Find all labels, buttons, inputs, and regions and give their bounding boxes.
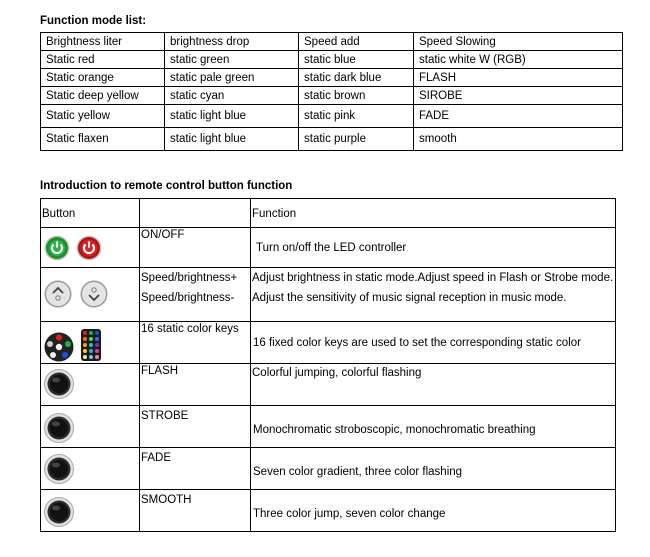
button-image-cell [41,406,140,448]
table-row [41,105,623,128]
round-black-button-icon [44,413,74,443]
table-cell: Static deep yellow [41,87,165,105]
button-function: Turn on/off the LED controller [251,228,616,268]
green-power-button-icon [44,235,70,261]
table-cell: static purple [299,128,414,151]
table-cell: Speed Slowing [414,33,623,51]
table-cell: smooth [414,128,623,151]
table-cell: static light blue [165,105,299,128]
table-row [41,364,616,406]
table-cell: Speed add [299,33,414,51]
table-cell: brightness drop [165,33,299,51]
button-name: STROBE [140,406,251,448]
button-function: Adjust brightness in static mode.Adjust speed in Flash or Strobe mode. [252,272,614,284]
table-cell: FADE [414,105,623,128]
table-row [41,406,616,448]
table-row [41,228,616,268]
table-cell: static light blue [165,128,299,151]
table-cell: static green [165,51,299,69]
button-name: Speed/brightness+ [141,272,238,284]
table-header-cell: Function [251,199,616,228]
table-cell: static dark blue [299,69,414,87]
up-arrow-button-icon [44,280,72,308]
button-image-cell [41,322,140,364]
table-row [41,128,623,151]
function-mode-heading: Function mode list: [40,15,147,27]
table-cell: static pale green [165,69,299,87]
button-name: FLASH [140,364,251,406]
table-cell: static blue [299,51,414,69]
table-cell: Static yellow [41,105,165,128]
table-row [41,322,616,364]
button-image-cell [41,268,140,322]
table-row [41,33,623,51]
button-image-cell [41,448,140,490]
button-function: Seven color gradient, three color flashing [251,448,616,490]
button-image-cell [41,364,140,406]
button-name: SMOOTH [140,490,251,532]
table-header-cell [140,199,251,228]
remote-control-table [40,198,616,532]
button-name-cell [140,268,251,322]
button-function-cell [251,268,616,322]
table-row [41,69,623,87]
table-cell: Brightness liter [41,33,165,51]
round-black-button-icon [44,369,74,399]
table-row [41,51,623,69]
table-header-cell: Button [41,199,140,228]
button-name: FADE [140,448,251,490]
table-cell: Static flaxen [41,128,165,151]
button-function: Three color jump, seven color change [251,490,616,532]
table-row [41,448,616,490]
button-name: Speed/brightness- [141,292,235,304]
red-power-button-icon [76,235,102,261]
button-function: Adjust the sensitivity of music signal reception in music mode. [252,292,567,304]
color-keypad-icon [81,329,101,361]
table-cell: Static orange [41,69,165,87]
button-function: Colorful jumping, colorful flashing [251,364,616,406]
down-arrow-button-icon [80,280,108,308]
button-name: ON/OFF [140,228,251,268]
color-wheel-icon [44,332,74,362]
round-black-button-icon [44,497,74,527]
function-mode-table [40,32,623,151]
table-row [41,199,616,228]
table-row [41,490,616,532]
remote-control-heading: Introduction to remote control button function [40,180,293,192]
table-row [41,268,616,322]
round-black-button-icon [44,454,74,484]
table-cell: static cyan [165,87,299,105]
table-cell: FLASH [414,69,623,87]
button-name: 16 static color keys [140,322,251,364]
button-function: 16 fixed color keys are used to set the corresponding static color [251,322,616,364]
button-function: Monochromatic stroboscopic, monochromatic breathing [251,406,616,448]
table-cell: static white W (RGB) [414,51,623,69]
table-row [41,87,623,105]
table-cell: static pink [299,105,414,128]
button-image-cell [41,490,140,532]
table-cell: static brown [299,87,414,105]
table-cell: Static red [41,51,165,69]
button-image-cell [41,228,140,268]
table-cell: SIROBE [414,87,623,105]
